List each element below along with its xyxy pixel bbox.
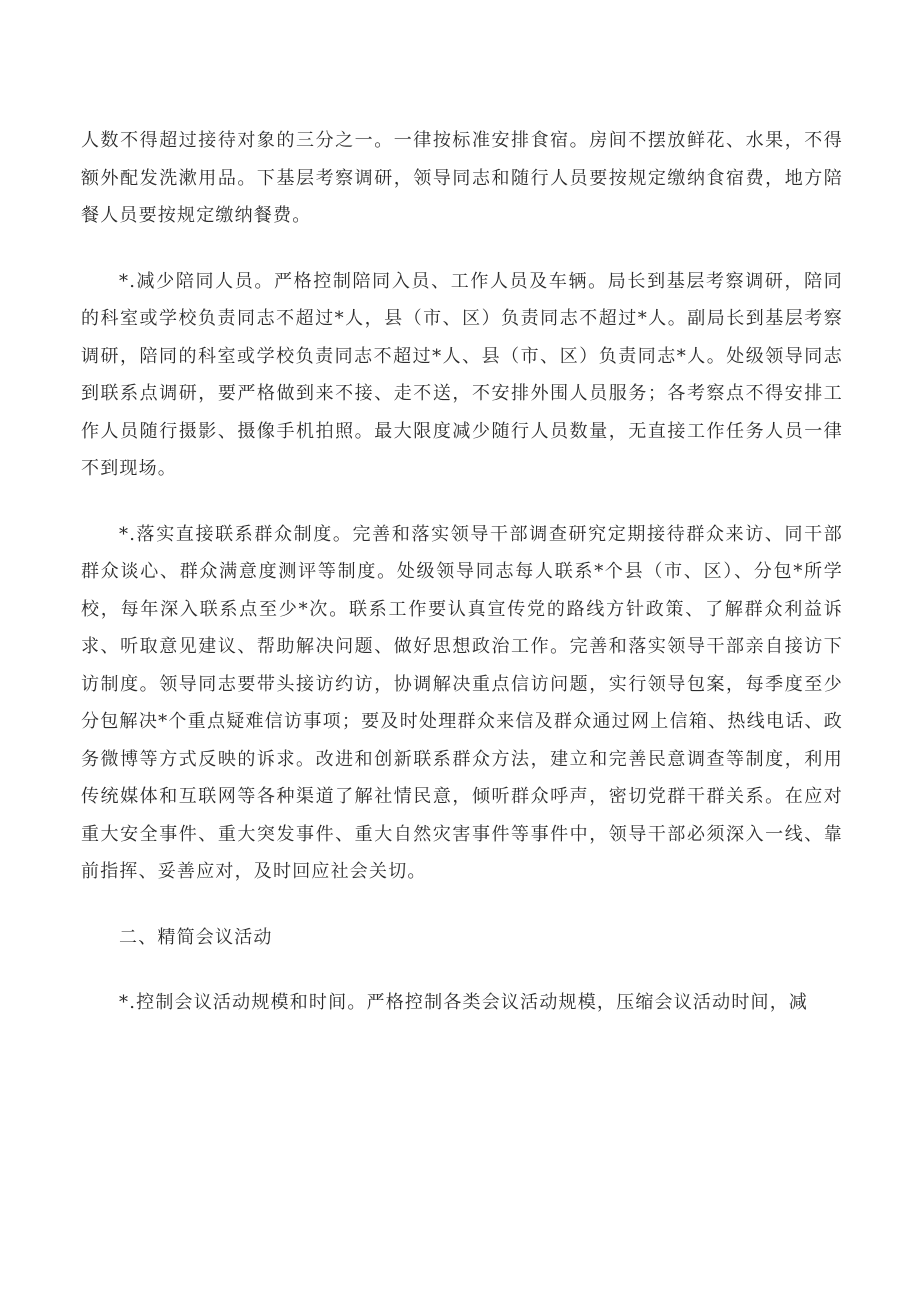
document-body: [81, 122, 843, 1050]
paragraph-contact-masses: *.落实直接联系群众制度。完善和落实领导干部调查研究定期接待群众来访、同干部群众谈心、群众满意度测评等制度。处级领导同志每人联系*个县（市、区）、分包*所学校，每年深入联系点至少*次。联系工作要认真宣传党的路线方针政策、了解群众利益诉求、听取意见建议、帮助解决问题、做好思想政治工作。完善和落实领导干部亲自接访下访制度。领导同志要带头接访约访，协调解决重点信访问题，实行领导包案，每季度至少分包解决*个重点疑难信访事项；要及时处理群众来信及群众通过网上信箱、热线电话、政务微博等方式反映的诉求。改进和创新联系群众方法，建立和完善民意调查等制度，利用传统媒体和互联网等各种渠道了解社情民意，倾听群众呼声，密切党群干群关系。在应对重大安全事件、重大突发事件、重大自然灾害事件等事件中，领导干部必须深入一线、靠前指挥、妥善应对，及时回应社会关切。: [81, 523, 843, 882]
paragraph-reception-rules: 人数不得超过接待对象的三分之一。一律按标准安排食宿。房间不摆放鲜花、水果，不得额外配发洗漱用品。下基层考察调研，领导同志和随行人员要按规定缴纳食宿费，地方陪餐人员要按规定缴纳餐费。: [81, 130, 843, 226]
paragraph-reduce-escorts: *.减少陪同人员。严格控制陪同入员、工作人员及车辆。局长到基层考察调研，陪同的科室或学校负责同志不超过*人，县（市、区）负责同志不超过*人。副局长到基层考察调研，陪同的科室或学校负责同志不超过*人、县（市、区）负责同志*人。处级领导同志到联系点调研，要严格做到来不接、走不送，不安排外围人员服务；各考察点不得安排工作人员随行摄影、摄像手机拍照。最大限度减少随行人员数量，无直接工作任务人员一律不到现场。: [81, 270, 843, 479]
section-heading: 二、精简会议活动: [119, 926, 273, 948]
paragraph-meeting-control: *.控制会议活动规模和时间。严格控制各类会议活动规模，压缩会议活动时间，减: [119, 992, 809, 1013]
